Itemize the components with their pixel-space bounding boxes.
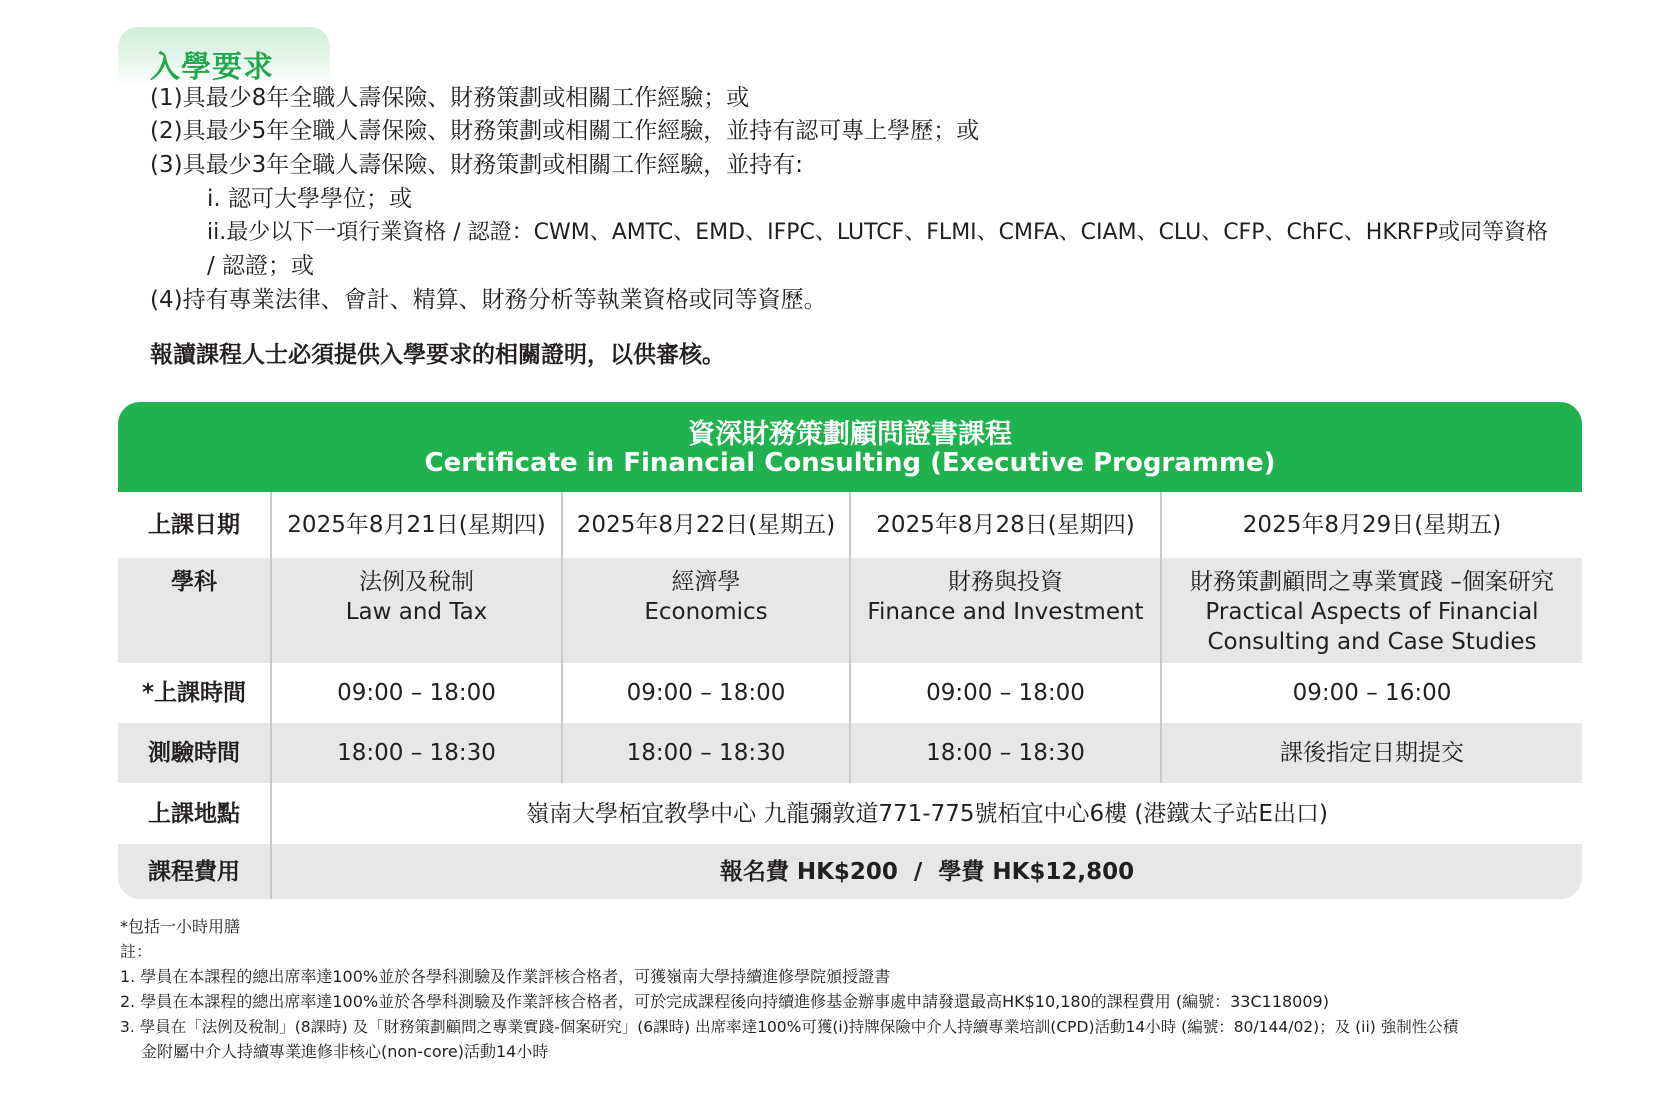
session-subject xyxy=(1162,558,1582,663)
footnote-item: 1. 學員在本課程的總出席率達100%並於各學科測驗及作業評核合格者，可獲嶺南大學持續進修學院頒授證書 xyxy=(120,967,891,986)
session-test: 18:00 – 18:30 xyxy=(926,740,1085,766)
session-date: 2025年8月28日(星期四) xyxy=(876,512,1135,538)
session-test: 18:00 – 18:30 xyxy=(337,740,496,766)
session-date: 2025年8月22日(星期五) xyxy=(576,512,836,538)
footnote-item-continued: 金附屬中介人持續專業進修非核心(non-core)活動14小時 xyxy=(141,1042,549,1061)
row-label-subject: 學科 xyxy=(171,569,217,595)
column-divider xyxy=(849,492,851,783)
requirement-item: (3)具最少3年全職人壽保險、財務策劃或相關工作經驗，並持有: xyxy=(150,152,803,178)
row-label-venue: 上課地點 xyxy=(148,800,240,827)
footnote-item: 3. 學員在「法例及稅制」(8課時) 及「財務策劃顧問之專業實踐-個案研究」(6課時) 出席率達100%可獲(i)持牌保險中介人持續專業培訓(CPD)活動14小時 (編號：80/144/02)；及 (ii) 強制性公積 xyxy=(120,1018,1459,1036)
row-label-date: 上課日期 xyxy=(148,512,240,538)
session-subject xyxy=(563,558,849,663)
session-date: 2025年8月21日(星期四) xyxy=(287,512,546,538)
footnote-item: 2. 學員在本課程的總出席率達100%並於各學科測驗及作業評核合格者，可於完成課程後向持續進修基金辦事處申請發還最高HK$10,180的課程費用 (編號：33C118009) xyxy=(120,992,1329,1011)
subject-zh: 法例及稅制 xyxy=(359,569,474,595)
session-time: 09:00 – 18:00 xyxy=(626,680,786,706)
subject-zh: 財務與投資 xyxy=(948,569,1063,595)
subject-en: Law and Tax xyxy=(345,599,488,625)
subject-zh: 經濟學 xyxy=(671,569,741,595)
column-divider xyxy=(1160,492,1162,783)
requirements-note: 報讀課程人士必須提供入學要求的相關證明，以供審核。 xyxy=(150,342,725,368)
session-date: 2025年8月29日(星期五) xyxy=(1242,512,1502,538)
requirements-title: 入學要求 xyxy=(150,50,274,85)
session-time: 09:00 – 18:00 xyxy=(337,680,496,706)
requirement-item: (4)持有專業法律、會計、精算、財務分析等執業資格或同等資歷。 xyxy=(150,287,827,313)
requirement-item: (2)具最少5年全職人壽保險、財務策劃或相關工作經驗，並持有認可專上學歷；或 xyxy=(150,118,980,144)
subject-en: Economics xyxy=(644,599,768,625)
row-label-test: 測驗時間 xyxy=(148,740,240,766)
subject-zh: 財務策劃顧問之專業實踐 –個案研究 xyxy=(1190,569,1554,595)
footnote-heading: 註： xyxy=(120,942,153,961)
subject-en: Finance and Investment xyxy=(867,599,1144,625)
course-venue: 嶺南大學栢宜教學中心 九龍彌敦道771-775號栢宜中心6樓 (港鐵太子站E出口) xyxy=(526,800,1328,827)
row-label-fee: 課程費用 xyxy=(148,858,240,885)
session-subject xyxy=(851,558,1160,663)
session-time: 09:00 – 18:00 xyxy=(926,680,1085,706)
requirement-subitem: ii.最少以下一項行業資格 / 認證：CWM、AMTC、EMD、IFPC、LUTCF、FLMI、CMFA、CIAM、CLU、CFP、ChFC、HKRFP或同等資格 xyxy=(207,220,1548,245)
requirement-subitem: i. 認可大學學位；或 xyxy=(207,186,413,212)
subject-en: Practical Aspects of Financial Consulting and Case Studies xyxy=(1205,599,1539,655)
table-row-fee xyxy=(118,844,1582,899)
footnote-meal: *包括一小時用膳 xyxy=(120,917,241,936)
course-fee: 報名費 HK$200 / 學費 HK$12,800 xyxy=(719,858,1135,885)
session-time: 09:00 – 16:00 xyxy=(1292,680,1452,706)
table-row-venue xyxy=(118,783,1582,844)
session-subject xyxy=(272,558,561,663)
requirement-subitem: / 認證；或 xyxy=(207,253,315,279)
column-divider xyxy=(270,492,272,899)
course-header xyxy=(118,402,1582,492)
session-test: 課後指定日期提交 xyxy=(1280,740,1464,766)
row-label-time: *上課時間 xyxy=(141,680,247,706)
column-divider xyxy=(561,492,563,783)
course-title-zh: 資深財務策劃顧問證書課程 xyxy=(688,419,1012,450)
course-schedule-table xyxy=(118,402,1582,899)
session-test: 18:00 – 18:30 xyxy=(626,740,786,766)
course-title-en: Certificate in Financial Consulting (Executive Programme) xyxy=(424,448,1276,478)
requirement-item: (1)具最少8年全職人壽保險、財務策劃或相關工作經驗；或 xyxy=(150,85,750,111)
